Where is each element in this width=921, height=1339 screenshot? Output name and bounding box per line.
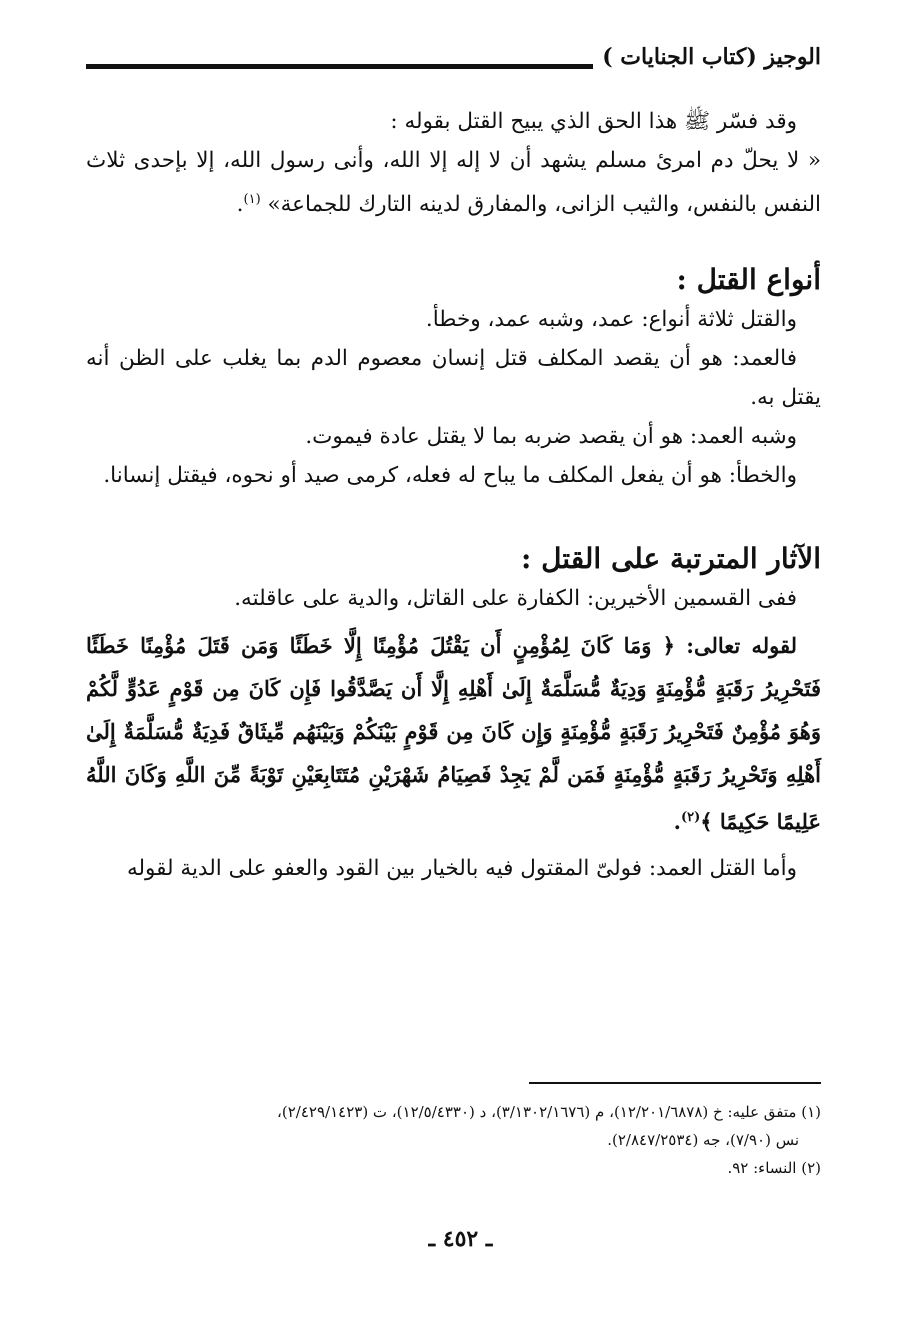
verse-intro: لقوله تعالى: (674, 633, 797, 659)
footnote-ref-2[interactable]: (٢) (680, 810, 701, 826)
header-rule (86, 64, 593, 69)
page-header (86, 44, 821, 76)
hadith-paragraph (86, 141, 821, 224)
footnote-1-line-2: نس (٧/٩٠)، جه (٢/٨٤٧/٢٥٣٤). (607, 1131, 799, 1149)
section-heading-effects: الآثار المترتبة على القتل : (520, 542, 821, 576)
footnote-rule (529, 1082, 821, 1084)
footnote-1-line-1: (١) متفق عليه: خ (١٢/٢٠١/٦٨٧٨)، م (٣/١٣٠٢/١٦٧٦)، د (١٢/٥/٤٣٣٠)، ت (٢/٤٢٩/١٤٢٣)، (277, 1103, 821, 1121)
quran-verse: ﴿ وَمَا كَانَ لِمُؤْمِنٍ أَن يَقْتُلَ مُؤْمِنًا إِلَّا خَطَئًا وَمَن قَتَلَ مُؤْمِنًا خَطَئًا فَتَحْرِيرُ رَقَبَةٍ مُّؤْمِنَةٍ وَدِيَةٌ مُّسَلَّمَةٌ إِلَىٰ أَهْلِهِ إِلَّا أَن يَصَّدَّقُوا فَإِن كَانَ مِن قَوْمٍ عَدُوٍّ لَّكُمْ وَهُوَ مُؤْمِنٌ فَتَحْرِيرُ رَقَبَةٍ مُّؤْمِنَةٍ وَإِن كَانَ مِن قَوْمٍ بَيْنَكُمْ وَبَيْنَهُم مِّيثَاقٌ فَدِيَةٌ مُّسَلَّمَةٌ إِلَىٰ أَهْلِهِ وَتَحْرِيرُ رَقَبَةٍ مُّؤْمِنَةٍ فَمَن لَّمْ يَجِدْ فَصِيَامُ شَهْرَيْنِ مُتَتَابِعَيْنِ تَوْبَةً مِّنَ اللَّهِ وَكَانَ اللَّهُ عَلِيمًا حَكِيمًا ﴾ (86, 633, 821, 835)
footnote-2: (٢) النساء: ٩٢. (727, 1159, 821, 1177)
paragraph-intro: وقد فسّر ﷺ هذا الحق الذي يبيح القتل بقوله : (390, 109, 797, 134)
section-heading-types: أنواع القتل : (676, 263, 821, 297)
quran-paragraph (86, 624, 821, 843)
page-body (86, 102, 821, 888)
paragraph-accidental: والخطأ: هو أن يفعل المكلف ما يباح له فعله، كرمى صيد أو نحوه، فيقتل إنسانا. (103, 463, 797, 489)
running-head: الوجيز (كتاب الجنايات ) (602, 44, 821, 70)
footnote-ref-1[interactable]: (١) (243, 192, 261, 207)
footnotes (86, 1098, 821, 1182)
paragraph-effects: ففى القسمين الأخيرين: الكفارة على القاتل، والدية على عاقلته. (234, 586, 797, 612)
paragraph-quasi-intentional: وشبه العمد: هو أن يقصد ضربه بما لا يقتل عادة فيموت. (305, 424, 797, 450)
paragraph-intentional-ruling: وأما القتل العمد: فولىّ المقتول فيه بالخيار بين القود والعفو على الدية لقوله (126, 856, 797, 882)
hadith-end: . (236, 192, 244, 218)
paragraph-intentional: فالعمد: هو أن يقصد المكلف قتل إنسان معصوم الدم بما يغلب على الظن أنه يقتل به. (86, 346, 821, 411)
verse-end: . (673, 809, 681, 835)
hadith-text: « لا يحلّ دم امرئ مسلم يشهد أن لا إله إلا الله، وأنى رسول الله، إلا بإحدى ثلاث النفس بالنفس، والثيب الزانى، والمفارق لدينه التارك للجماعة» (86, 148, 821, 218)
paragraph-types: والقتل ثلاثة أنواع: عمد، وشبه عمد، وخطأ. (425, 307, 797, 333)
page-number: ـ ٤٥٢ ـ (428, 1226, 493, 1252)
